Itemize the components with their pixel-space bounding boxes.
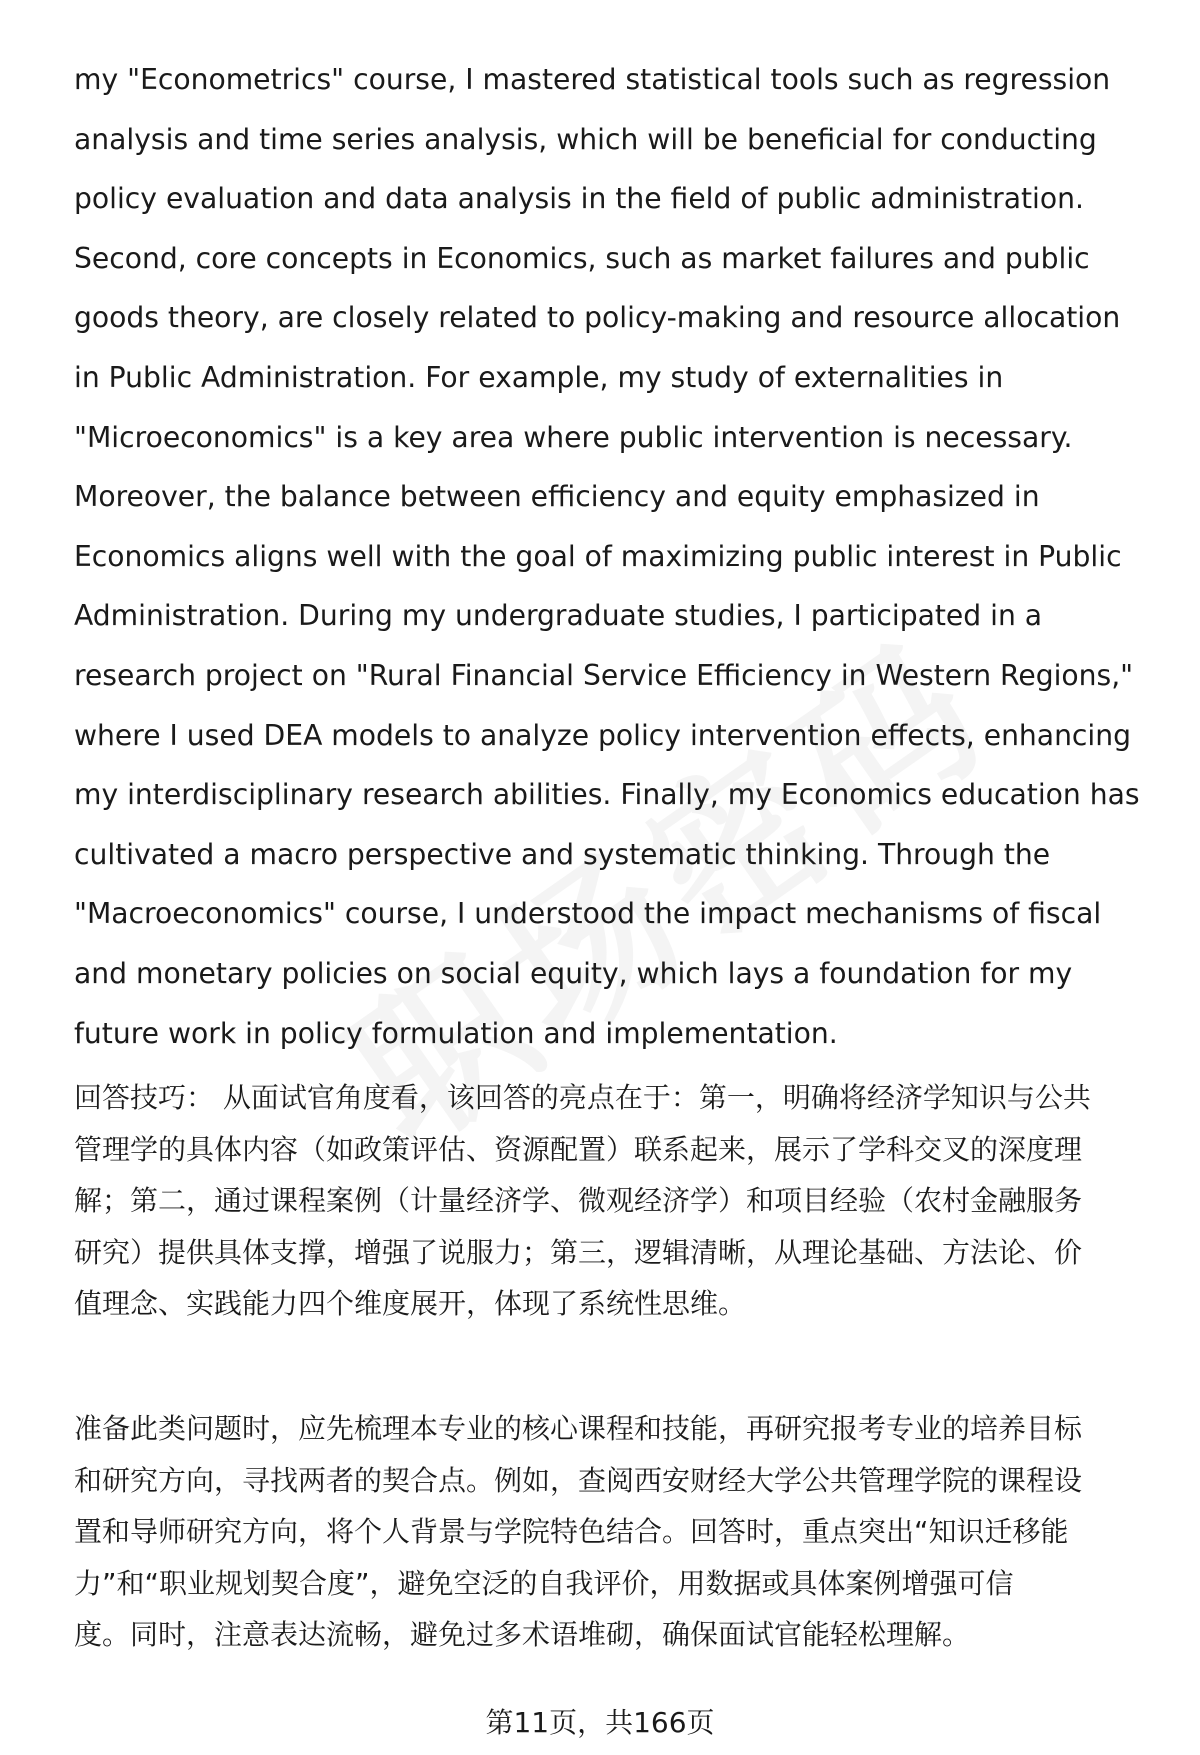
preparation-paragraph: 准备此类问题时，应先梳理本专业的核心课程和技能，再研究报考专业的培养目标 和研究方向，寻找两者的契合点。例如，查阅西安财经大学公共管理学院的课程设 置和导师研究方向，将个人背景与学院特色结合。回答时，重点突出“知识迁移能 力”和“职业规划契合度”，避免空泛的自我评价，用数据或具体案例增强可信 度。同时，注意表达流畅，避免过多术语堆砌，确保面试官能轻松理解。 [74,1412,1083,1651]
page-footer: 第11页，共166页 [485,1706,715,1739]
answer-text: my "Econometrics" course, I mastered statistical tools such as regression analysis and time series analysis, which will be beneficial for conducting policy evaluation and data analysis in the field of public administration. Second, core concepts in Economics, such as market failures and public goods theory, are closely related to policy-making and resource allocation in Public Administration. For example, my study of externalities in "Microeconomics" is a key area where public intervention is necessary. Moreover, the balance between efficiency and equity emphasized in Economics aligns well with the goal of maximizing public interest in Public Administration. During my undergraduate studies, I participated in a research project on "Rural Financial Service Efficiency in Western Regions," where I used DEA models to analyze policy intervention effects, enhancing my interdisciplinary research abilities. Finally, my Economics education has cultivated a macro perspective and systematic thinking. Through the "Macroeconomics" course, I understood the impact mechanisms of fiscal and monetary policies on social equity, which lays a foundation for my future work in policy formulation and implementation. [74,63,1140,1050]
tips-paragraph: 回答技巧： 从面试官角度看，该回答的亮点在于：第一，明确将经济学知识与公共 管理学的具体内容（如政策评估、资源配置）联系起来，展示了学科交叉的深度理 解；第二，通过课程案例（计量经济学、微观经济学）和项目经验（农村金融服务 研究）提供具体支撑，增强了说服力；第三，逻辑清晰，从理论基础、方法论、价 值理念、实践能力四个维度展开，体现了系统性思维。 [74,1081,1091,1320]
